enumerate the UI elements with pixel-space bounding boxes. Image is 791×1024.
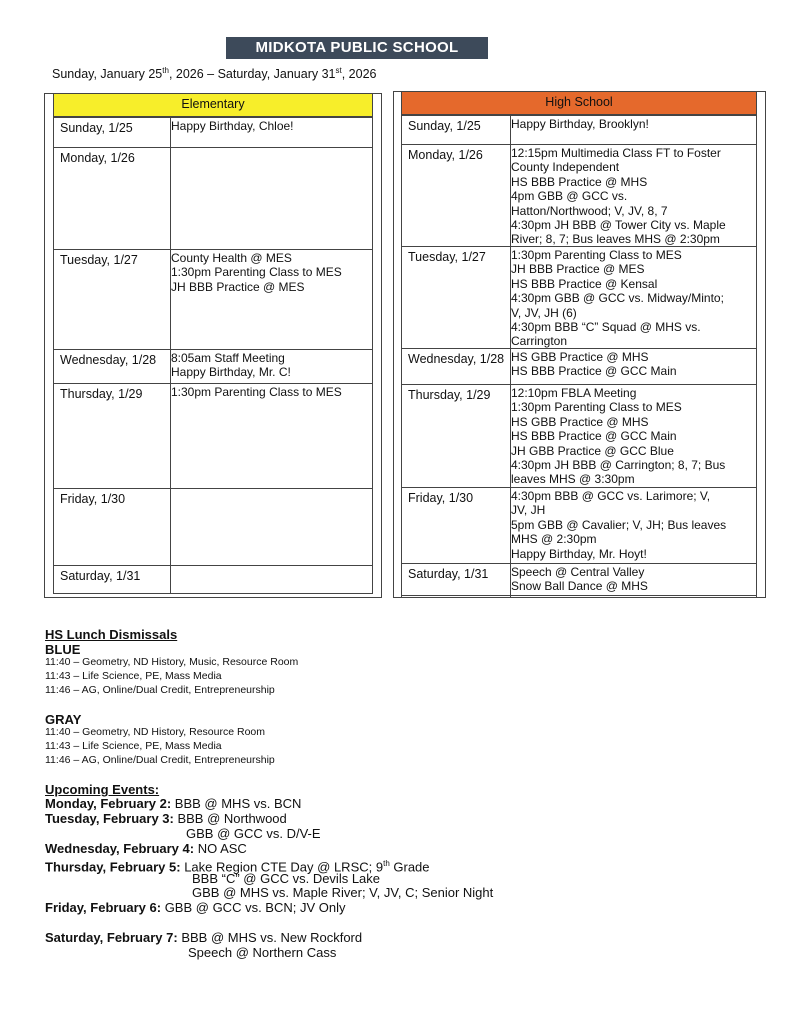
event-text: GBB @ GCC vs. D/V-E (186, 826, 321, 841)
day-label: Monday, 1/26 (60, 151, 135, 165)
lunch-line: 11:40 – Geometry, ND History, Resource Room (45, 726, 265, 738)
lunch-line: 11:46 – AG, Online/Dual Credit, Entrepreneurship (45, 684, 275, 696)
event-date: Friday, February 6: (45, 900, 162, 915)
day-events: Happy Birthday, Chloe! (171, 119, 294, 133)
day-events: 4:30pm BBB @ GCC vs. Larimore; V, JV, JH 5pm GBB @ Cavalier; V, JH; Bus leaves MHS @ 2:30pm Happy Birthday, Mr. Hoyt! (511, 489, 727, 561)
elementary-header: Elementary (53, 93, 373, 117)
lunch-group-blue: BLUE (45, 642, 81, 657)
day-label: Thursday, 1/29 (408, 388, 491, 402)
upcoming-event (188, 945, 336, 960)
calendar-row (53, 565, 373, 594)
event-text: BBB “C” @ GCC vs. Devils Lake (192, 871, 381, 886)
calendar-row (401, 384, 757, 488)
event-text: Speech @ Northern Cass (188, 945, 337, 960)
day-label: Sunday, 1/25 (60, 121, 133, 135)
calendar-row (53, 488, 373, 566)
day-label: Sunday, 1/25 (408, 119, 481, 133)
page-title: MIDKOTA PUBLIC SCHOOL (226, 37, 488, 59)
event-text: Lake Region CTE Day @ LRSC; 9 (180, 859, 384, 875)
event-date: Monday, February 2: (45, 796, 172, 811)
calendar-row (53, 117, 373, 148)
event-text-after: Grade (389, 859, 430, 875)
event-text: GBB @ GCC vs. BCN; JV Only (161, 900, 346, 915)
lunch-line: 11:40 – Geometry, ND History, Music, Resource Room (45, 656, 299, 668)
upcoming-event (45, 811, 287, 826)
lunch-group-gray: GRAY (45, 712, 82, 727)
calendar-row (401, 348, 757, 385)
event-text: BBB @ MHS vs. New Rockford (177, 930, 363, 945)
day-events: HS GBB Practice @ MHS HS BBB Practice @ GCC Main (511, 350, 677, 379)
day-events: 8:05am Staff Meeting Happy Birthday, Mr. C! (171, 351, 291, 380)
upcoming-event (45, 930, 362, 945)
calendar-row (53, 147, 373, 250)
event-date: Thursday, February 5: (45, 859, 181, 875)
day-events: 1:30pm Parenting Class to MES (171, 385, 342, 399)
lunch-line: 11:43 – Life Science, PE, Mass Media (45, 740, 222, 752)
day-events: Happy Birthday, Brooklyn! (511, 117, 649, 131)
day-label: Saturday, 1/31 (408, 567, 489, 581)
calendar-row (401, 246, 757, 349)
day-label: Wednesday, 1/28 (60, 353, 157, 367)
upcoming-event (186, 826, 321, 841)
calendar-row (401, 144, 757, 247)
day-label: Wednesday, 1/28 (408, 352, 505, 366)
calendar-row (53, 383, 373, 489)
lunch-line: 11:46 – AG, Online/Dual Credit, Entrepreneurship (45, 754, 275, 766)
day-events: County Health @ MES 1:30pm Parenting Class to MES JH BBB Practice @ MES (171, 251, 342, 294)
day-events: 1:30pm Parenting Class to MES JH BBB Practice @ MES HS BBB Practice @ Kensal 4:30pm GBB @ GCC vs. Midway/Minto; V, JV, JH (6) 4:30pm BBB “C” Squad @ MHS vs. Carrington (511, 248, 724, 349)
event-text: GBB @ MHS vs. Maple River; V, JV, C; Senior Night (192, 885, 494, 900)
event-text: BBB @ MHS vs. BCN (171, 796, 302, 811)
upcoming-event (45, 841, 247, 856)
calendar-row (401, 487, 757, 564)
day-events: Speech @ Central Valley Snow Ball Dance @ MHS (511, 565, 648, 594)
day-events: 12:15pm Multimedia Class FT to Foster County Independent HS BBB Practice @ MHS 4pm GBB @ GCC vs. Hatton/Northwood; V, JV, 8, 7 4:30pm JH BBB @ Tower City vs. Maple River; 8, 7; Bus leaves MHS @ 2:30pm (511, 146, 726, 247)
event-date: Saturday, February 7: (45, 930, 178, 945)
event-date: Tuesday, February 3: (45, 811, 174, 826)
day-label: Tuesday, 1/27 (408, 250, 486, 264)
lunch-title: HS Lunch Dismissals (45, 627, 178, 642)
column-divider (170, 148, 171, 249)
upcoming-event (45, 900, 345, 915)
calendar-row (401, 563, 757, 598)
upcoming-event (192, 885, 493, 900)
column-divider (170, 489, 171, 565)
calendar-row (53, 249, 373, 350)
day-events: 12:10pm FBLA Meeting 1:30pm Parenting Class to MES HS GBB Practice @ MHS HS BBB Practice @ GCC Main JH GBB Practice @ GCC Blue 4:30pm JH BBB @ Carrington; 8, 7; Bus leaves MHS @ 3:30pm (511, 386, 726, 487)
calendar-row (53, 349, 373, 384)
column-divider (170, 566, 171, 593)
day-label: Saturday, 1/31 (60, 569, 141, 583)
day-label: Thursday, 1/29 (60, 387, 143, 401)
date-range: Sunday, January 25th, 2026 – Saturday, January 31st, 2026 (52, 66, 377, 82)
event-date: Wednesday, February 4: (45, 841, 195, 856)
upcoming-event (45, 796, 301, 811)
day-label: Tuesday, 1/27 (60, 253, 138, 267)
lunch-line: 11:43 – Life Science, PE, Mass Media (45, 670, 222, 682)
calendar-row (401, 115, 757, 145)
day-label: Friday, 1/30 (408, 491, 474, 505)
high-school-header: High School (401, 91, 757, 115)
event-sup: th (383, 859, 390, 868)
event-text: BBB @ Northwood (173, 811, 287, 826)
upcoming-event (192, 871, 380, 886)
day-label: Monday, 1/26 (408, 148, 483, 162)
day-label: Friday, 1/30 (60, 492, 126, 506)
column-divider (170, 384, 171, 488)
event-text: NO ASC (194, 841, 247, 856)
upcoming-title: Upcoming Events: (45, 782, 160, 797)
